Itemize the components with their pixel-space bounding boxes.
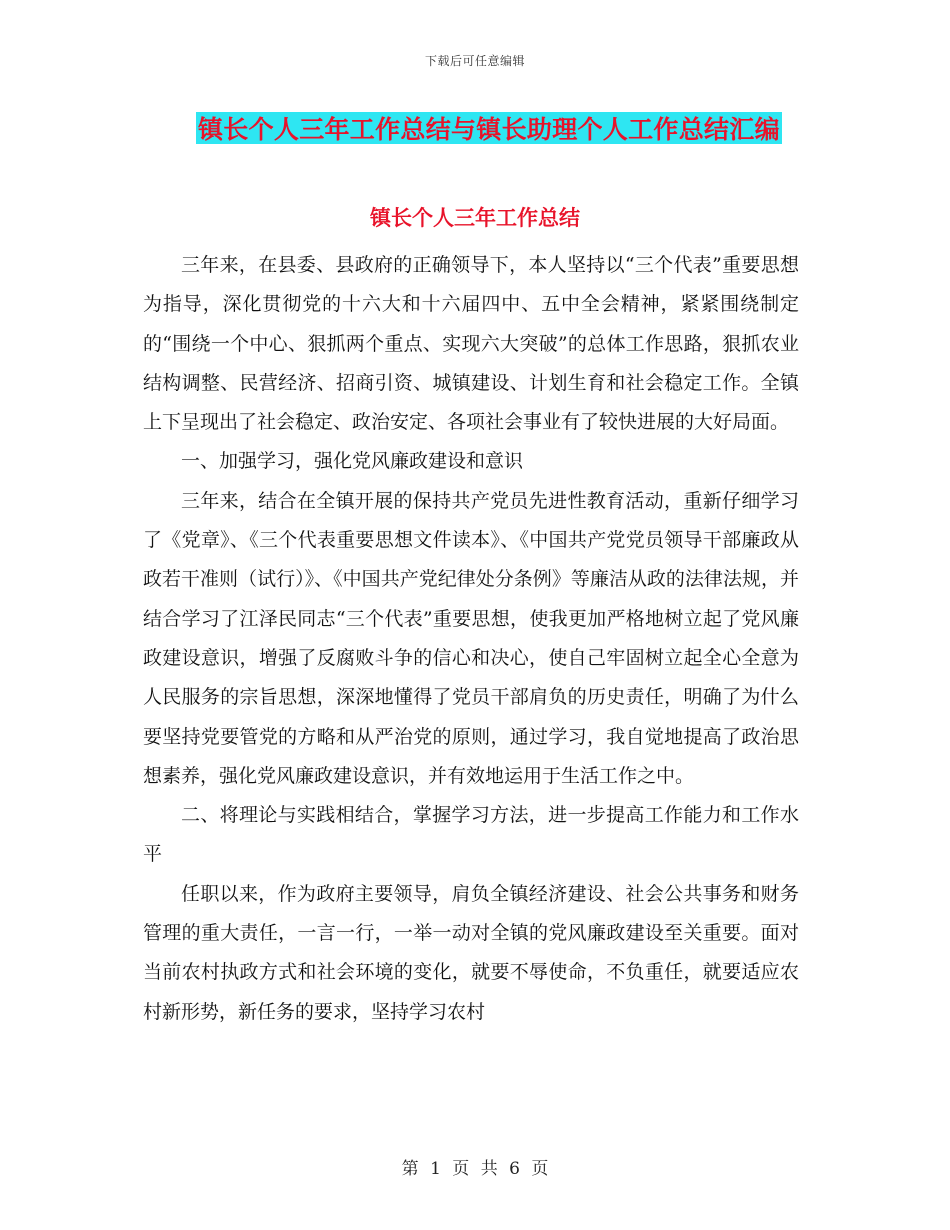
section-title: 镇长个人三年工作总结 [370, 206, 580, 230]
paragraph-section-2: 任职以来，作为政府主要领导，肩负全镇经济建设、社会公共事务和财务管理的重大责任，一言一行，一举一动对全镇的党风廉政建设至关重要。面对当前农村执政方式和社会环境的变化，就要不辱使命，不负重任，就要适应农村新形势，新任务的要求，坚持学习农村 [143, 882, 799, 1023]
header-note: 下载后可任意编辑 [424, 54, 525, 68]
page-footer: 第 1 页 共 6 页 [401, 1159, 549, 1179]
paragraph-section-1: 三年来，结合在全镇开展的保持共产党员先进性教育活动，重新仔细学习了《党章》、《三个代表重要思想文件读本》、《中国共产党党员领导干部廉政从政若干准则（试行）》、《中国共产党纪律处分条例》等廉洁从政的法律法规，并结合学习了江泽民同志“三个代表”重要思想，使我更加严格地树立起了党风廉政建设意识，增强了反腐败斗争的信心和决心，使自己牢固树立起全心全意为人民服务的宗旨思想，深深地懂得了党员干部肩负的历史责任，明确了为什么要坚持党要管党的方略和从严治党的原则，通过学习，我自觉地提高了政治思想素养，强化党风廉政建设意识，并有效地运用于生活工作之中。 [143, 489, 799, 787]
main-title: 镇长个人三年工作总结与镇长助理个人工作总结汇编 [198, 115, 780, 144]
heading-section-1: 一、加强学习，强化党风廉政建设和意识 [181, 450, 524, 473]
document-body [143, 246, 799, 1032]
heading-section-2: 二、将理论与实践相结合，掌握学习方法，进一步提高工作能力和工作水平 [143, 804, 799, 866]
main-title-highlight [196, 112, 782, 144]
paragraph-intro: 三年来，在县委、县政府的正确领导下，本人坚持以“三个代表”重要思想为指导，深化贯彻党的十六大和十六届四中、五中全会精神，紧紧围绕制定的“围绕一个中心、狠抓两个重点、实现六大突破”的总体工作思路，狠抓农业结构调整、民营经济、招商引资、城镇建设、计划生育和社会稳定工作。全镇上下呈现出了社会稳定、政治安定、各项社会事业有了较快进展的大好局面。 [143, 254, 799, 434]
